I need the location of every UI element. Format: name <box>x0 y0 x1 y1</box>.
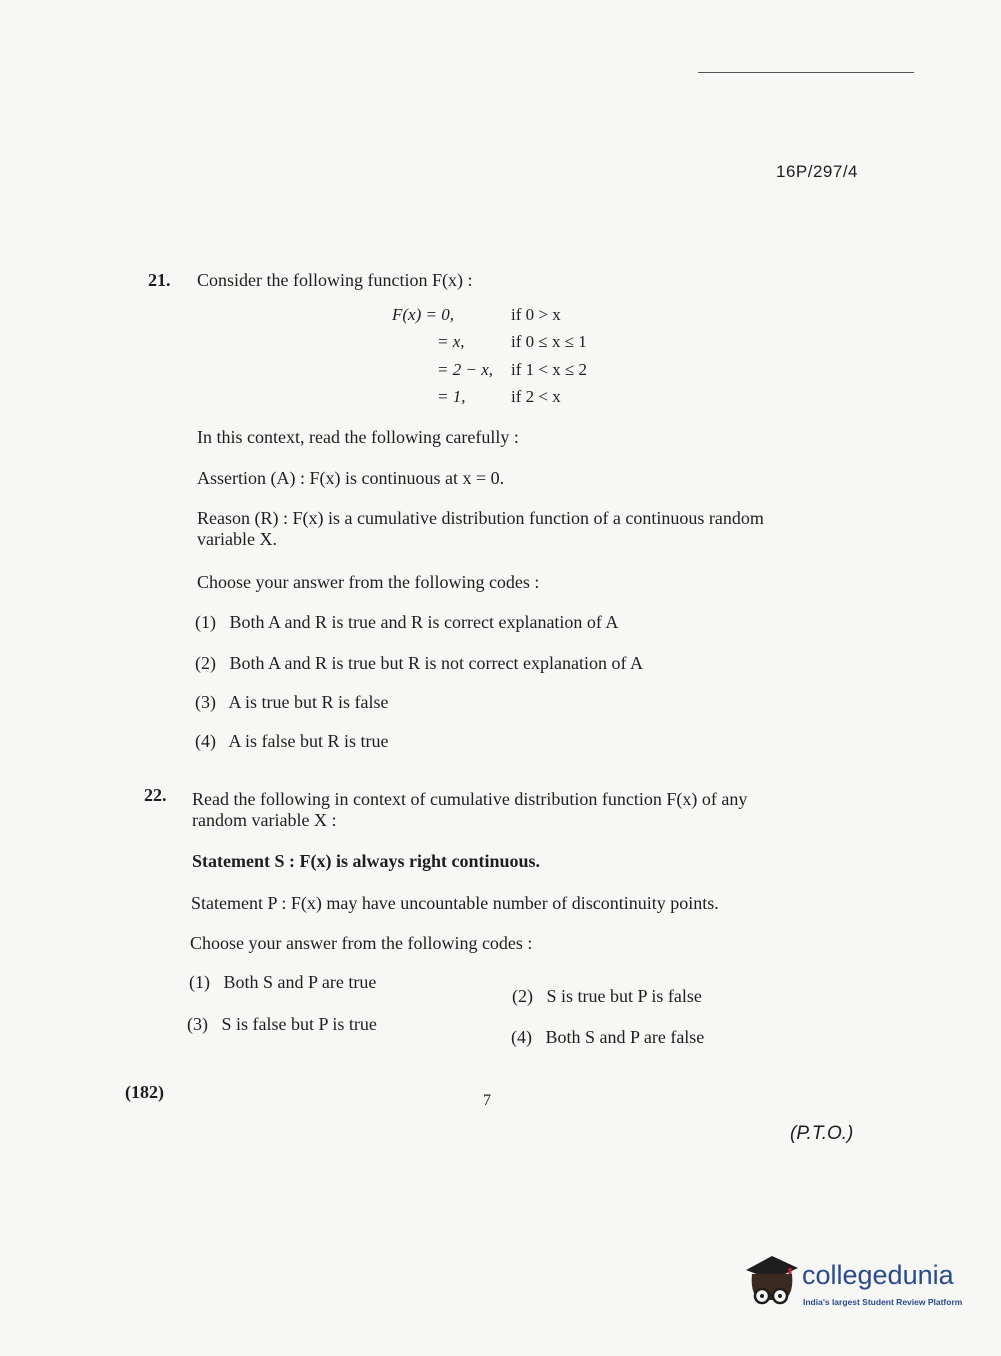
q21-option-4-label: (4) <box>195 731 216 751</box>
paper-code: 16P/297/4 <box>776 162 859 181</box>
q21-option-3-label: (3) <box>195 692 216 712</box>
q22-statement-s-text: F(x) is always right continuous. <box>299 851 541 871</box>
q22-statement-p-label: Statement P : <box>191 893 287 913</box>
q21-number: 21. <box>148 270 171 290</box>
q21-context: In this context, read the following carefully : <box>197 427 519 447</box>
q21-option-4 <box>195 731 389 752</box>
page-number: 7 <box>483 1092 491 1109</box>
q21-assertion-label: Assertion (A) : <box>197 468 305 488</box>
q21-option-3-text: A is true but R is false <box>228 692 389 712</box>
pto-note: (P.T.O.) <box>790 1123 854 1144</box>
right-eye <box>778 1294 782 1298</box>
q22-stem-cont: random variable X : <box>192 810 337 830</box>
q21-piece-1-expr: F(x) = 0, <box>392 305 454 324</box>
q21-option-2-text: Both A and R is true but R is not correct explanation of A <box>229 653 643 673</box>
q21-stem: Consider the following function F(x) : <box>197 270 473 290</box>
q21-piece-1-cond: if 0 > x <box>511 305 561 324</box>
q22-option-4-text: Both S and P are false <box>545 1027 705 1047</box>
q22-option-2 <box>512 986 702 1007</box>
q21-piece-2-cond: if 0 ≤ x ≤ 1 <box>511 332 587 351</box>
q21-piece-3-cond: if 1 < x ≤ 2 <box>511 360 588 379</box>
q22-option-3-text: S is false but P is true <box>221 1014 377 1034</box>
q21-option-1-label: (1) <box>195 612 216 632</box>
q21-option-1-text: Both A and R is true and R is correct explanation of A <box>229 612 619 632</box>
q21-reason-cont: variable X. <box>197 529 277 549</box>
q21-assertion-text: F(x) is continuous at x = 0. <box>309 468 505 488</box>
q22-statement-p <box>191 893 719 914</box>
q22-option-1-label: (1) <box>189 972 210 992</box>
q22-option-4-label: (4) <box>511 1027 532 1047</box>
q21-reason-label: Reason (R) : <box>197 508 288 528</box>
q21-piece-3-expr: = 2 − x, <box>437 360 493 379</box>
left-eye <box>760 1294 764 1298</box>
q21-choose: Choose your answer from the following codes : <box>197 572 540 592</box>
q22-number: 22. <box>144 785 167 805</box>
q22-statement-p-text: F(x) may have uncountable number of discontinuity points. <box>290 893 719 913</box>
q22-option-4 <box>511 1027 704 1048</box>
q22-option-2-label: (2) <box>512 986 533 1006</box>
q21-option-2-label: (2) <box>195 653 216 673</box>
collegedunia-mascot-icon <box>742 1250 802 1312</box>
top-rule <box>698 72 914 73</box>
q21-reason-text: F(x) is a cumulative distribution function of a continuous random <box>292 508 764 528</box>
q21-piece-4-cond: if 2 < x <box>511 387 561 406</box>
q21-option-4-text: A is false but R is true <box>228 731 389 751</box>
q21-piece-4-expr: = 1, <box>437 387 466 406</box>
q22-option-2-text: S is true but P is false <box>546 986 702 1006</box>
q21-option-2 <box>195 653 643 674</box>
q22-option-1-text: Both S and P are true <box>223 972 377 992</box>
booklet-number: (182) <box>125 1082 164 1102</box>
q22-choose: Choose your answer from the following codes : <box>190 933 533 953</box>
q21-assertion <box>197 468 504 489</box>
q21-option-3 <box>195 692 389 713</box>
q22-statement-s <box>192 851 540 872</box>
q21-option-1 <box>195 612 618 633</box>
q22-option-3-label: (3) <box>187 1014 208 1034</box>
q22-option-3 <box>187 1014 377 1035</box>
q22-statement-s-label: Statement S : <box>192 851 295 871</box>
q21-reason <box>197 508 764 529</box>
q21-piece-2-expr: = x, <box>437 332 465 351</box>
brand-tagline: India's largest Student Review Platform <box>803 1297 963 1307</box>
q22-stem: Read the following in context of cumulative distribution function F(x) of any <box>192 789 748 809</box>
brand-name: collegedunia <box>802 1260 954 1290</box>
q22-option-1 <box>189 972 376 993</box>
